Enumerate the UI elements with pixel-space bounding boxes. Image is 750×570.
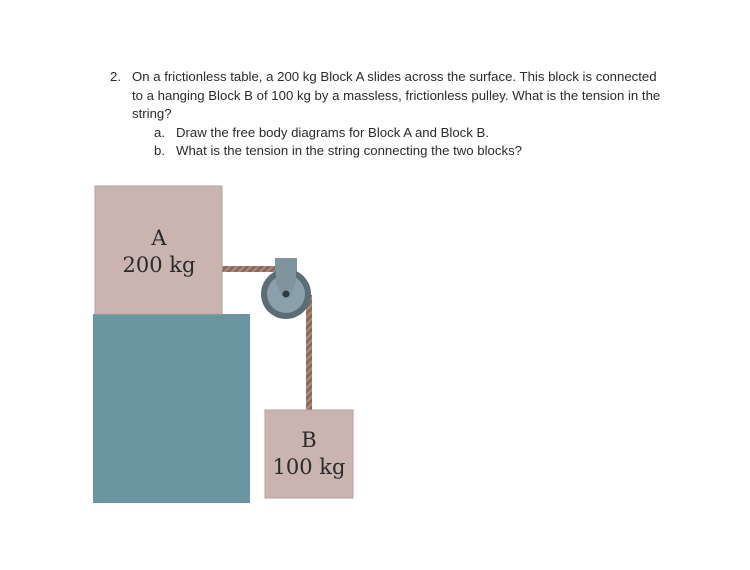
part-a-label: a. <box>154 124 165 140</box>
pulley-axle <box>283 291 290 298</box>
part-a-text: Draw the free body diagrams for Block A and Block B. <box>176 124 489 140</box>
block-a-mass: 200 kg <box>122 253 196 277</box>
block-b <box>265 410 353 498</box>
block-a-name: A <box>151 226 167 250</box>
part-b-label: b. <box>154 143 165 158</box>
question-text: On a frictionless table, a 200 kg Block A slides across the surface. This block is connected to a hanging Block B of 100 kg by a massless, frictionless pulley. What is the tension in the string? <box>132 69 661 121</box>
block-b-mass: 100 kg <box>272 455 346 479</box>
rope-vertical <box>306 295 312 411</box>
block-b-name: B <box>301 428 317 452</box>
part-b-text: What is the tension in the string connecting the two blocks? <box>176 143 522 158</box>
table <box>93 314 250 503</box>
question-number: 2. <box>110 69 121 84</box>
block-a <box>95 186 222 314</box>
